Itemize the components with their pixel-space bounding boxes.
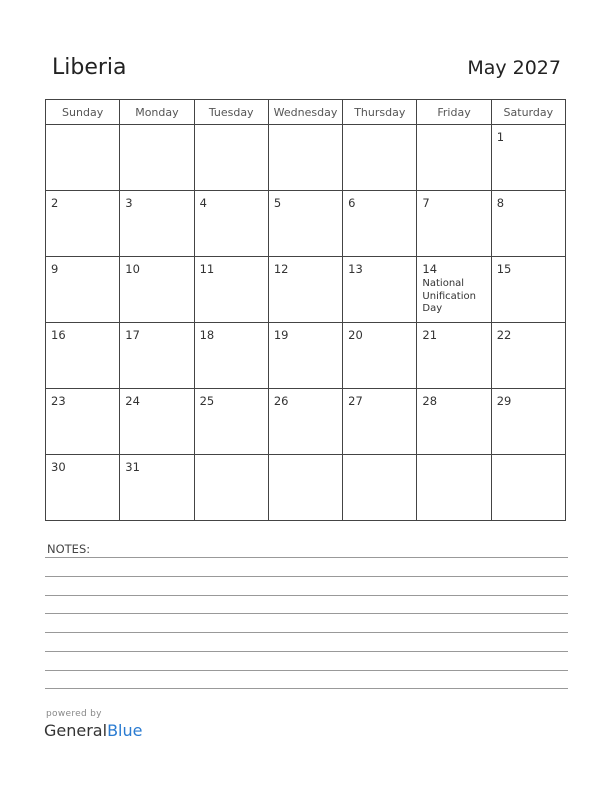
notes-line (45, 595, 568, 596)
day-cell (120, 257, 194, 323)
day-cell (417, 323, 491, 389)
day-number: 6 (348, 196, 356, 210)
day-number: 7 (422, 196, 430, 210)
notes-line (45, 576, 568, 577)
day-cell (417, 389, 491, 455)
day-number: 9 (51, 262, 59, 276)
day-number: 19 (273, 328, 289, 342)
day-cell (120, 191, 194, 257)
day-number: 3 (125, 196, 133, 210)
day-number: 2 (51, 196, 59, 210)
weekday-header: Tuesday (194, 100, 268, 125)
day-cell (46, 389, 120, 455)
day-number: 1 (496, 130, 505, 144)
week-row (46, 455, 566, 521)
empty-day-cell (417, 125, 491, 191)
notes-line (45, 557, 568, 558)
day-cell (194, 389, 268, 455)
notes-line (45, 632, 568, 633)
day-number: 22 (496, 328, 512, 342)
notes-label: NOTES: (47, 542, 91, 556)
day-number: 15 (496, 262, 512, 276)
day-number: 18 (199, 328, 215, 342)
day-cell (268, 389, 342, 455)
day-cell (491, 191, 565, 257)
day-number: 23 (51, 394, 66, 408)
day-cell (491, 257, 565, 323)
week-row (46, 191, 566, 257)
day-cell (268, 257, 342, 323)
week-row (46, 125, 566, 191)
day-number: 25 (199, 394, 215, 408)
day-number: 10 (125, 262, 140, 276)
day-number: 24 (125, 394, 140, 408)
empty-day-cell (120, 125, 194, 191)
weekday-header-row (46, 100, 566, 125)
empty-day-cell (343, 455, 417, 521)
notes-line (45, 670, 568, 671)
day-number: 8 (496, 196, 505, 210)
day-number: 26 (273, 394, 289, 408)
day-cell (491, 323, 565, 389)
day-cell (120, 389, 194, 455)
calendar-grid (45, 99, 566, 521)
day-cell (46, 455, 120, 521)
notes-line (45, 613, 568, 614)
day-number: 5 (273, 196, 282, 210)
empty-day-cell (268, 455, 342, 521)
brand-logo[interactable] (44, 721, 142, 740)
powered-by-label: powered by (46, 709, 102, 719)
empty-day-cell (343, 125, 417, 191)
brand-blue-text: Blue (107, 721, 143, 740)
weekday-header: Friday (417, 100, 491, 125)
day-number: 13 (348, 262, 363, 276)
week-row (46, 323, 566, 389)
day-cell (491, 125, 565, 191)
empty-day-cell (194, 125, 268, 191)
brand-general-text: General (44, 721, 108, 740)
weekday-header: Wednesday (268, 100, 342, 125)
day-number: 11 (199, 262, 215, 276)
day-number: 30 (51, 460, 66, 474)
day-cell (268, 323, 342, 389)
day-cell (268, 191, 342, 257)
day-number: 4 (199, 196, 207, 210)
empty-day-cell (268, 125, 342, 191)
day-number: 29 (496, 394, 512, 408)
week-row (46, 257, 566, 323)
month-year-label: May 2027 (467, 57, 561, 79)
day-cell (194, 191, 268, 257)
empty-day-cell (417, 455, 491, 521)
day-number: 28 (422, 394, 438, 408)
week-row (46, 389, 566, 455)
weekday-header: Sunday (46, 100, 120, 125)
day-number: 12 (273, 262, 289, 276)
day-cell (120, 323, 194, 389)
weekday-header: Saturday (491, 100, 565, 125)
day-cell (343, 191, 417, 257)
page-title: Liberia (52, 55, 127, 80)
weekday-header: Thursday (343, 100, 417, 125)
day-cell (417, 191, 491, 257)
day-cell (343, 257, 417, 323)
day-cell (120, 455, 194, 521)
holiday-label: National Unification Day (422, 278, 476, 314)
empty-day-cell (491, 455, 565, 521)
day-number: 21 (422, 328, 438, 342)
notes-line (45, 688, 568, 689)
day-cell (46, 191, 120, 257)
day-cell (343, 389, 417, 455)
day-cell (46, 323, 120, 389)
day-cell (46, 257, 120, 323)
day-number: 27 (348, 394, 363, 408)
day-cell (343, 323, 417, 389)
day-number: 31 (125, 460, 140, 474)
empty-day-cell (46, 125, 120, 191)
day-cell (491, 389, 565, 455)
notes-line (45, 651, 568, 652)
day-number: 16 (51, 328, 66, 342)
weekday-header: Monday (120, 100, 194, 125)
day-number: 20 (348, 328, 363, 342)
day-cell (417, 257, 491, 323)
day-cell (194, 257, 268, 323)
day-number: 17 (125, 328, 140, 342)
day-cell (194, 323, 268, 389)
day-number: 14 (422, 262, 438, 276)
empty-day-cell (194, 455, 268, 521)
